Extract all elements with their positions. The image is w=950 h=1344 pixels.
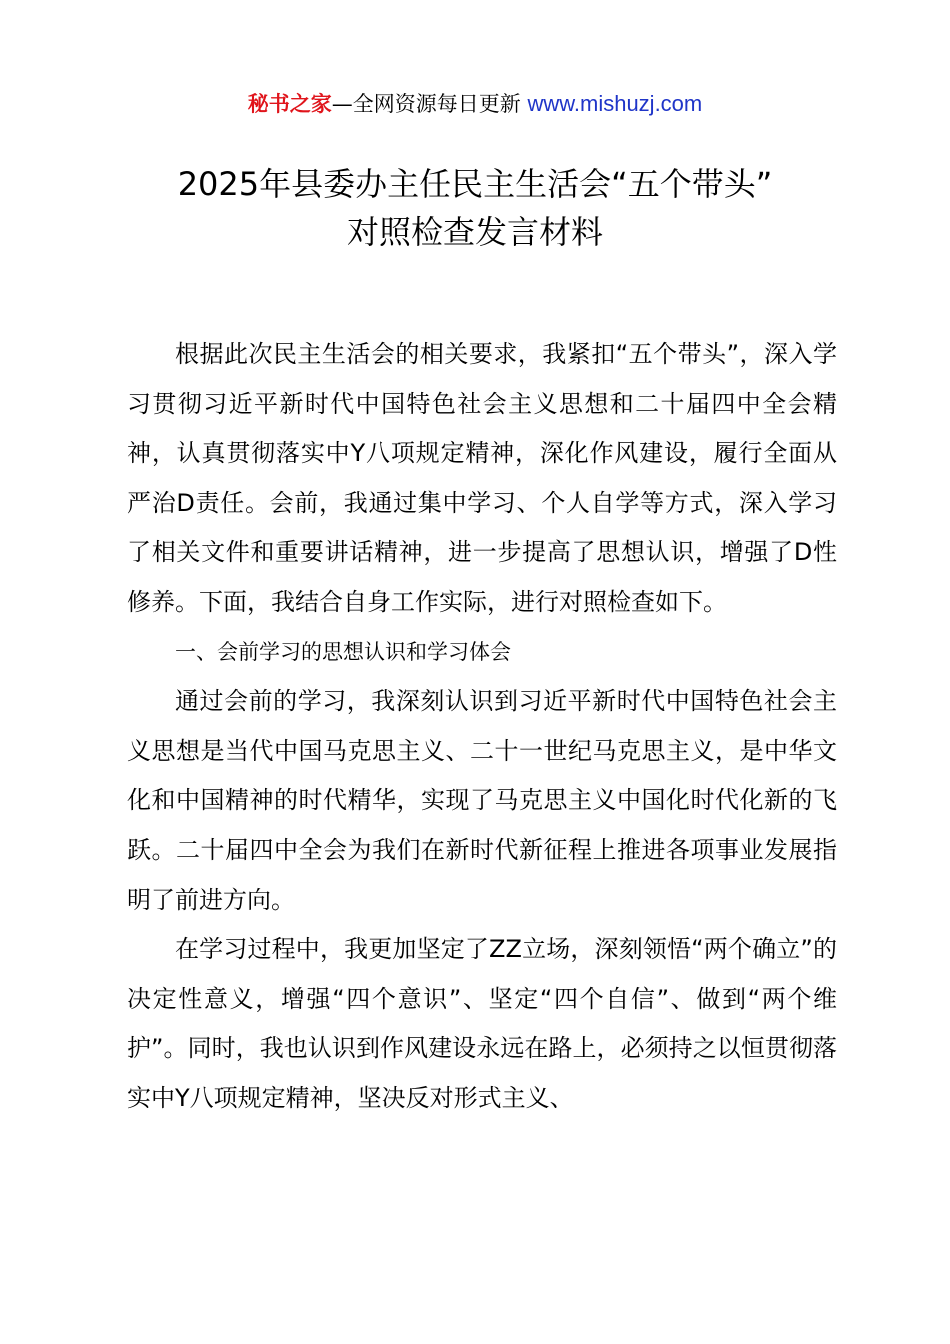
site-tagline: —全网资源每日更新 (331, 92, 528, 116)
document-body (127, 330, 837, 1124)
section-heading-1: 一、会前学习的思想认识和学习体会 (175, 639, 511, 664)
brand-name: 秘书之家 (247, 92, 332, 116)
site-header (0, 88, 950, 120)
site-url-link[interactable]: www.mishuzj.com (527, 91, 703, 116)
document-title-line-1: 2025年县委办主任民主生活会“五个带头” (177, 165, 773, 203)
body-paragraph-process: 在学习过程中，我更加坚定了ZZ立场，深刻领悟“两个确立”的决定性意义，增强“四个意识”、坚定“四个自信”、做到“两个维护”。同时，我也认识到作风建设永远在路上，必须持之以恒贯彻落实中Y八项规定精神，坚决反对形式主义、 (127, 935, 837, 1112)
document-title (60, 160, 890, 256)
body-paragraph-learning: 通过会前的学习，我深刻认识到习近平新时代中国特色社会主义思想是当代中国马克思主义、二十一世纪马克思主义，是中华文化和中国精神的时代精华，实现了马克思主义中国化时代化新的飞跃。二十届四中全会为我们在新时代新征程上推进各项事业发展指明了前进方向。 (127, 687, 837, 914)
body-paragraph-intro: 根据此次民主生活会的相关要求，我紧扣“五个带头”，深入学习贯彻习近平新时代中国特色社会主义思想和二十届四中全会精神，认真贯彻落实中Y八项规定精神，深化作风建设，履行全面从严治D责任。会前，我通过集中学习、个人自学等方式，深入学习了相关文件和重要讲话精神，进一步提高了思想认识，增强了D性修养。下面，我结合自身工作实际，进行对照检查如下。 (127, 340, 837, 616)
document-title-line-2: 对照检查发言材料 (346, 213, 603, 251)
